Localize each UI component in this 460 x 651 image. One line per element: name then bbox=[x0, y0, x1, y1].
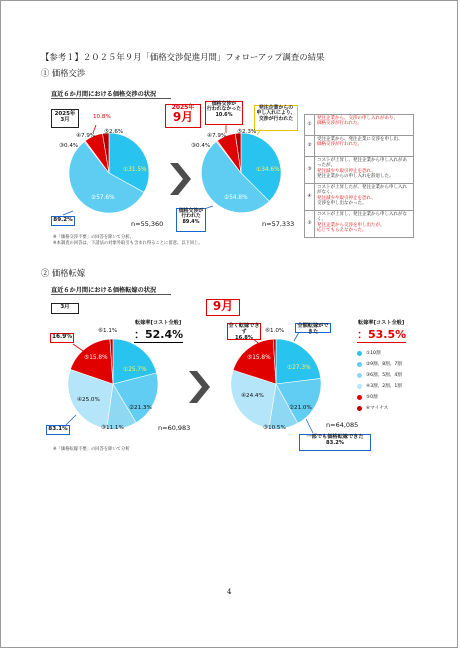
pie4-full-callout: 全額転嫁ができた bbox=[295, 323, 331, 333]
pie3-label-6: ⑥1.1% bbox=[98, 328, 118, 334]
legend-row-1 bbox=[304, 114, 414, 136]
pie3-highlight-line bbox=[73, 344, 83, 351]
legend-text-5 bbox=[315, 211, 413, 237]
legend2-swatch-6 bbox=[357, 406, 362, 411]
legend-text-3b: 発注減少や取引停止を恐れ、 bbox=[317, 168, 376, 174]
legend2-swatch-1 bbox=[357, 351, 362, 356]
legend-text-4c: 交渉を申し出なかった。 bbox=[317, 201, 367, 207]
pie4-part-callout bbox=[299, 434, 371, 451]
legend-text-1b: 価格交渉が行われた。 bbox=[317, 121, 362, 127]
pie4-slice-1 bbox=[276, 339, 321, 384]
pie4-label-3: ③10.5% bbox=[263, 425, 286, 431]
pie-march-negotiation bbox=[69, 133, 149, 213]
pie3-rate-label: 転嫁率[コスト全般] bbox=[135, 320, 182, 326]
legend-text-5c: 応じてもらえなかった。 bbox=[317, 228, 367, 234]
pie1-highlight-line bbox=[93, 125, 96, 133]
legend2-swatch-3 bbox=[357, 373, 362, 378]
pie4-n: n=64,085 bbox=[326, 421, 359, 429]
pie1-highlight-label: 10.8% bbox=[93, 114, 111, 120]
legend-text-3 bbox=[315, 157, 413, 183]
pie2-yellow-text: 発注企業からの 申し入れにより、 交渉が行われた bbox=[256, 105, 296, 122]
legend-num-5: ⑤ bbox=[305, 211, 315, 237]
section2-note: ※「価格転嫁不要」の回答を除いて分析 bbox=[53, 447, 130, 452]
legend2-item-6 bbox=[357, 405, 402, 411]
legend-num-4: ④ bbox=[305, 184, 315, 210]
pie4-label-6: ⑥1.0% bbox=[265, 328, 285, 334]
pie3-label-1: ①25.7% bbox=[123, 367, 147, 373]
pie2-label-3: ③0.4% bbox=[191, 143, 211, 149]
pie2-not-negotiated-text: 価格交渉が 行われなかった 10.6% bbox=[206, 101, 242, 118]
pie2-yellow-callout bbox=[254, 105, 298, 131]
legend-row-3 bbox=[304, 157, 414, 184]
legend-row-2 bbox=[304, 136, 414, 157]
pie4-none-callout bbox=[227, 323, 261, 340]
legend2-label-4: ④3割、2割、1割 bbox=[366, 384, 402, 389]
legend2-label-1: ①10割 bbox=[366, 351, 381, 356]
legend2-swatch-2 bbox=[357, 362, 362, 367]
legend2-label-6: ⑥マイナス bbox=[366, 406, 389, 411]
legend-text-2b: 価格交渉が行われた。 bbox=[317, 142, 362, 148]
pie4-rate-value: ：53.5% bbox=[357, 328, 407, 341]
legend-text-3c: 発注企業からの申し入れを辞退した。 bbox=[317, 174, 394, 180]
legend2-item-4 bbox=[357, 383, 402, 389]
section1-legend-table bbox=[304, 114, 414, 238]
legend-text-2 bbox=[315, 136, 405, 156]
section2-subtitle: 直近６か月間における価格転嫁の状況 bbox=[51, 287, 157, 294]
pie2-negotiated-callout bbox=[176, 208, 206, 232]
sept-label-year: 2025年 bbox=[171, 104, 195, 111]
legend2-item-1 bbox=[357, 350, 402, 356]
pie4-label-2: ②21.0% bbox=[289, 405, 312, 411]
pie2-label-4: ④7.9% bbox=[207, 133, 227, 139]
legend-text-4a: コストが上昇したが、発注企業から申し入れがなく、 bbox=[317, 185, 407, 196]
march2-label-box: 3月 bbox=[51, 303, 79, 314]
pie4-label-5: ⑤15.8% bbox=[247, 355, 271, 361]
pie4-part-line bbox=[306, 419, 313, 433]
legend-text-3a: コストが上昇し、発注企業から申し入れがあったが、 bbox=[317, 158, 407, 169]
pie3-bottom-line bbox=[66, 415, 76, 425]
pie4-full-line bbox=[294, 332, 299, 341]
legend-num-3: ③ bbox=[305, 157, 315, 183]
legend-text-1a: 発注企業から、交渉の申し入れがあり、 bbox=[317, 116, 398, 121]
legend2-label-5: ⑤0割 bbox=[366, 395, 378, 400]
legend-row-5 bbox=[304, 211, 414, 238]
pie4-label-4: ④24.4% bbox=[241, 393, 264, 399]
legend-text-4 bbox=[315, 184, 413, 210]
pie2-n: n=57,333 bbox=[262, 220, 295, 228]
legend2-item-3 bbox=[357, 372, 402, 378]
pie1-label-3: ③0.4% bbox=[59, 143, 79, 149]
section2-legend bbox=[357, 350, 402, 416]
pie1-label-5: ⑤2.6% bbox=[104, 129, 124, 135]
pie2-label-1: ①34.6% bbox=[256, 167, 280, 173]
section1-subtitle: 直近６か月間における価格交渉の状況 bbox=[51, 91, 157, 98]
section1-notes: ※「価格交渉不要」の回答を除いて分析。 ※本調査の回答は、下請法の対象外取引も含まれ得ることに留意。以下同じ。 bbox=[53, 235, 203, 247]
pie1-bottom-line bbox=[63, 211, 73, 215]
pie3-n: n=60,983 bbox=[158, 424, 191, 432]
sept-label-month: 9月 bbox=[172, 110, 194, 125]
legend-text-2a: 受注企業から、発注企業に交渉を申し出、 bbox=[317, 137, 403, 142]
pie1-label-2: ②57.6% bbox=[91, 195, 115, 201]
section2-subtitle-underline bbox=[51, 294, 171, 295]
pie4-label-1: ①27.3% bbox=[287, 365, 311, 371]
pie3-highlight-label: 16.9% bbox=[50, 333, 74, 343]
legend-text-4b: 発注減少や取引停止を恐れ、 bbox=[317, 195, 376, 201]
legend-text-5a: コストが上昇し、発注企業から申し入れがなく、 bbox=[317, 212, 407, 223]
pie3-label-2: ②21.3% bbox=[129, 405, 152, 411]
pie3-label-3: ③11.1% bbox=[101, 425, 124, 431]
march-label-box: 2025年 3月 bbox=[51, 109, 79, 128]
legend2-item-2 bbox=[357, 361, 402, 367]
pie2-not-negotiated-callout bbox=[205, 101, 243, 125]
pie1-bottom-label: 89.2% bbox=[51, 216, 75, 226]
pie3-label-5: ⑤15.8% bbox=[84, 355, 108, 361]
legend2-label-2: ②9割、8割、7割 bbox=[366, 362, 402, 367]
page-title: 【参考１】２０２５年９月「価格交渉促進月間」フォローアップ調査の結果 bbox=[41, 52, 325, 62]
legend-text-5b: 発注企業から交渉を申し出たが、 bbox=[317, 222, 385, 228]
legend2-label-3: ③6割、5割、4割 bbox=[366, 373, 402, 378]
pie2-label-2: ②54.8% bbox=[224, 195, 248, 201]
legend-num-1: ① bbox=[305, 115, 315, 135]
pie1-label-4: ④7.9% bbox=[76, 133, 96, 139]
pie1-n: n=55,360 bbox=[131, 220, 164, 228]
pie1-label-1: ①31.5% bbox=[123, 167, 147, 173]
pie3-rate-value: ：52.4% bbox=[134, 328, 184, 341]
pie-sept-transfer bbox=[231, 339, 321, 429]
pie2-label-5: ⑤2.3% bbox=[237, 129, 257, 135]
arrow-icon-2 bbox=[189, 371, 210, 403]
pie3-bottom-label: 83.1% bbox=[46, 425, 70, 435]
pie-march-transfer bbox=[68, 339, 158, 429]
legend2-swatch-4 bbox=[357, 384, 362, 389]
page-number: 4 bbox=[227, 588, 232, 596]
pie2-negotiated-text: 価格交渉が 行われた 89.4% bbox=[178, 208, 204, 225]
legend-row-4 bbox=[304, 184, 414, 211]
arrow-icon-1 bbox=[170, 163, 191, 195]
section2-heading: ② 価格転嫁 bbox=[41, 268, 86, 278]
legend-text-1 bbox=[315, 115, 400, 135]
section1-heading: ① 価格交渉 bbox=[41, 68, 86, 78]
sept2-label-box: 9月 bbox=[206, 299, 240, 316]
legend2-item-5 bbox=[357, 394, 402, 400]
legend2-swatch-5 bbox=[357, 395, 362, 400]
pie4-part-text: 一部でも価格転嫁できた 83.2% bbox=[306, 434, 364, 446]
pie4-none-text: 全く転嫁できず 16.8% bbox=[228, 323, 260, 341]
legend-num-2: ② bbox=[305, 136, 315, 156]
pie4-rate-label: 転嫁率[コスト全般] bbox=[358, 320, 405, 326]
pie3-label-4: ④25.0% bbox=[77, 397, 100, 403]
